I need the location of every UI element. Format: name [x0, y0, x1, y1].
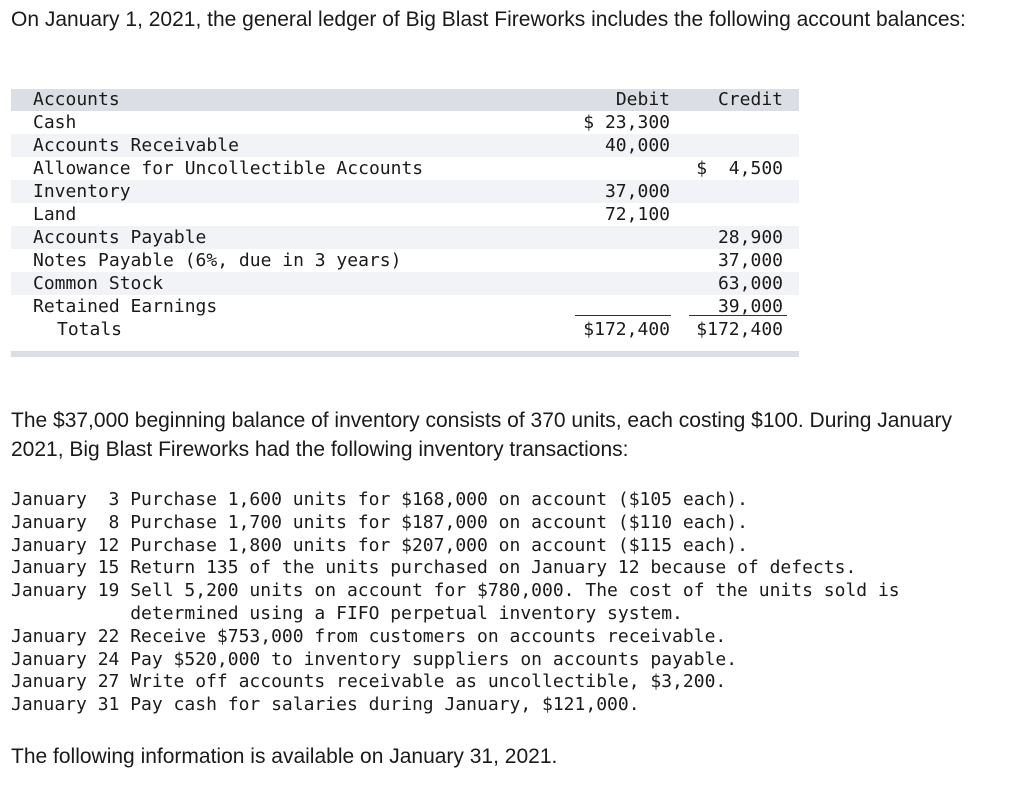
header-accounts: Accounts: [33, 89, 120, 110]
ledger-debit: $ 23,300: [583, 112, 670, 133]
ledger-account: Retained Earnings: [33, 296, 218, 317]
transaction-line: determined using a FIFO perpetual inventory system.: [11, 602, 683, 624]
debit-total-rule: [575, 315, 671, 316]
ledger-credit: $ 4,500: [696, 158, 783, 179]
ledger-row: [11, 157, 799, 180]
ledger-row: [11, 226, 799, 249]
ledger-credit: 63,000: [717, 273, 783, 294]
ledger-row: [11, 203, 799, 226]
ledger-account: Notes Payable (6%, due in 3 years): [33, 250, 402, 271]
ledger-row: [11, 111, 799, 134]
transaction-line: January 8 Purchase 1,700 units for $187,000 on account ($110 each).: [11, 511, 748, 533]
inventory-paragraph: The $37,000 beginning balance of inventory consists of 370 units, each costing $100. During January 2021, Big Blast Fireworks had the following inventory transactions:: [11, 409, 952, 461]
header-debit: Debit: [615, 89, 670, 110]
transaction-line: January 22 Receive $753,000 from customers on accounts receivable.: [11, 625, 727, 647]
ledger-bottom-bar: [11, 351, 799, 357]
transaction-line: January 24 Pay $520,000 to inventory suppliers on accounts payable.: [11, 648, 738, 670]
ledger-debit: 72,100: [604, 204, 670, 225]
ledger-account: Cash: [33, 112, 77, 133]
ledger-row: [11, 249, 799, 272]
ledger-account: Inventory: [33, 181, 131, 202]
ledger-account: Land: [33, 204, 77, 225]
ledger-account: Accounts Payable: [33, 227, 207, 248]
ledger-table: [11, 89, 799, 357]
transaction-line: January 15 Return 135 of the units purchased on January 12 because of defects.: [11, 557, 857, 579]
closing-paragraph: The following information is available on January 31, 2021.: [11, 745, 558, 768]
ledger-row: [11, 180, 799, 203]
intro-paragraph: On January 1, 2021, the general ledger of Big Blast Fireworks includes the following account balances:: [11, 8, 966, 31]
transactions-list: [11, 489, 1011, 717]
totals-label: Totals: [57, 319, 123, 340]
totals-debit: $172,400: [583, 319, 670, 340]
ledger-debit: 40,000: [604, 135, 670, 156]
ledger-totals-row: [11, 318, 799, 341]
totals-credit: $172,400: [696, 319, 783, 340]
ledger-row: [11, 134, 799, 157]
ledger-header-row: [11, 89, 799, 111]
transaction-line: January 27 Write off accounts receivable as uncollectible, $3,200.: [11, 671, 727, 693]
ledger-row: [11, 272, 799, 295]
ledger-account: Accounts Receivable: [33, 135, 239, 156]
ledger-rows: [11, 111, 799, 318]
ledger-credit: 39,000: [717, 296, 783, 317]
credit-total-rule: [689, 315, 787, 316]
ledger-account: Allowance for Uncollectible Accounts: [33, 158, 424, 179]
transaction-line: January 19 Sell 5,200 units on account for $780,000. The cost of the units sold is: [11, 580, 900, 602]
ledger-debit: 37,000: [604, 181, 670, 202]
ledger-credit: 37,000: [717, 250, 783, 271]
transaction-line: January 3 Purchase 1,600 units for $168,000 on account ($105 each).: [11, 489, 748, 510]
header-credit: Credit: [717, 89, 783, 110]
transaction-line: January 31 Pay cash for salaries during January, $121,000.: [11, 694, 640, 716]
ledger-credit: 28,900: [717, 227, 783, 248]
ledger-account: Common Stock: [33, 273, 164, 294]
transaction-line: January 12 Purchase 1,800 units for $207,000 on account ($115 each).: [11, 534, 748, 556]
ledger-row: [11, 295, 799, 318]
